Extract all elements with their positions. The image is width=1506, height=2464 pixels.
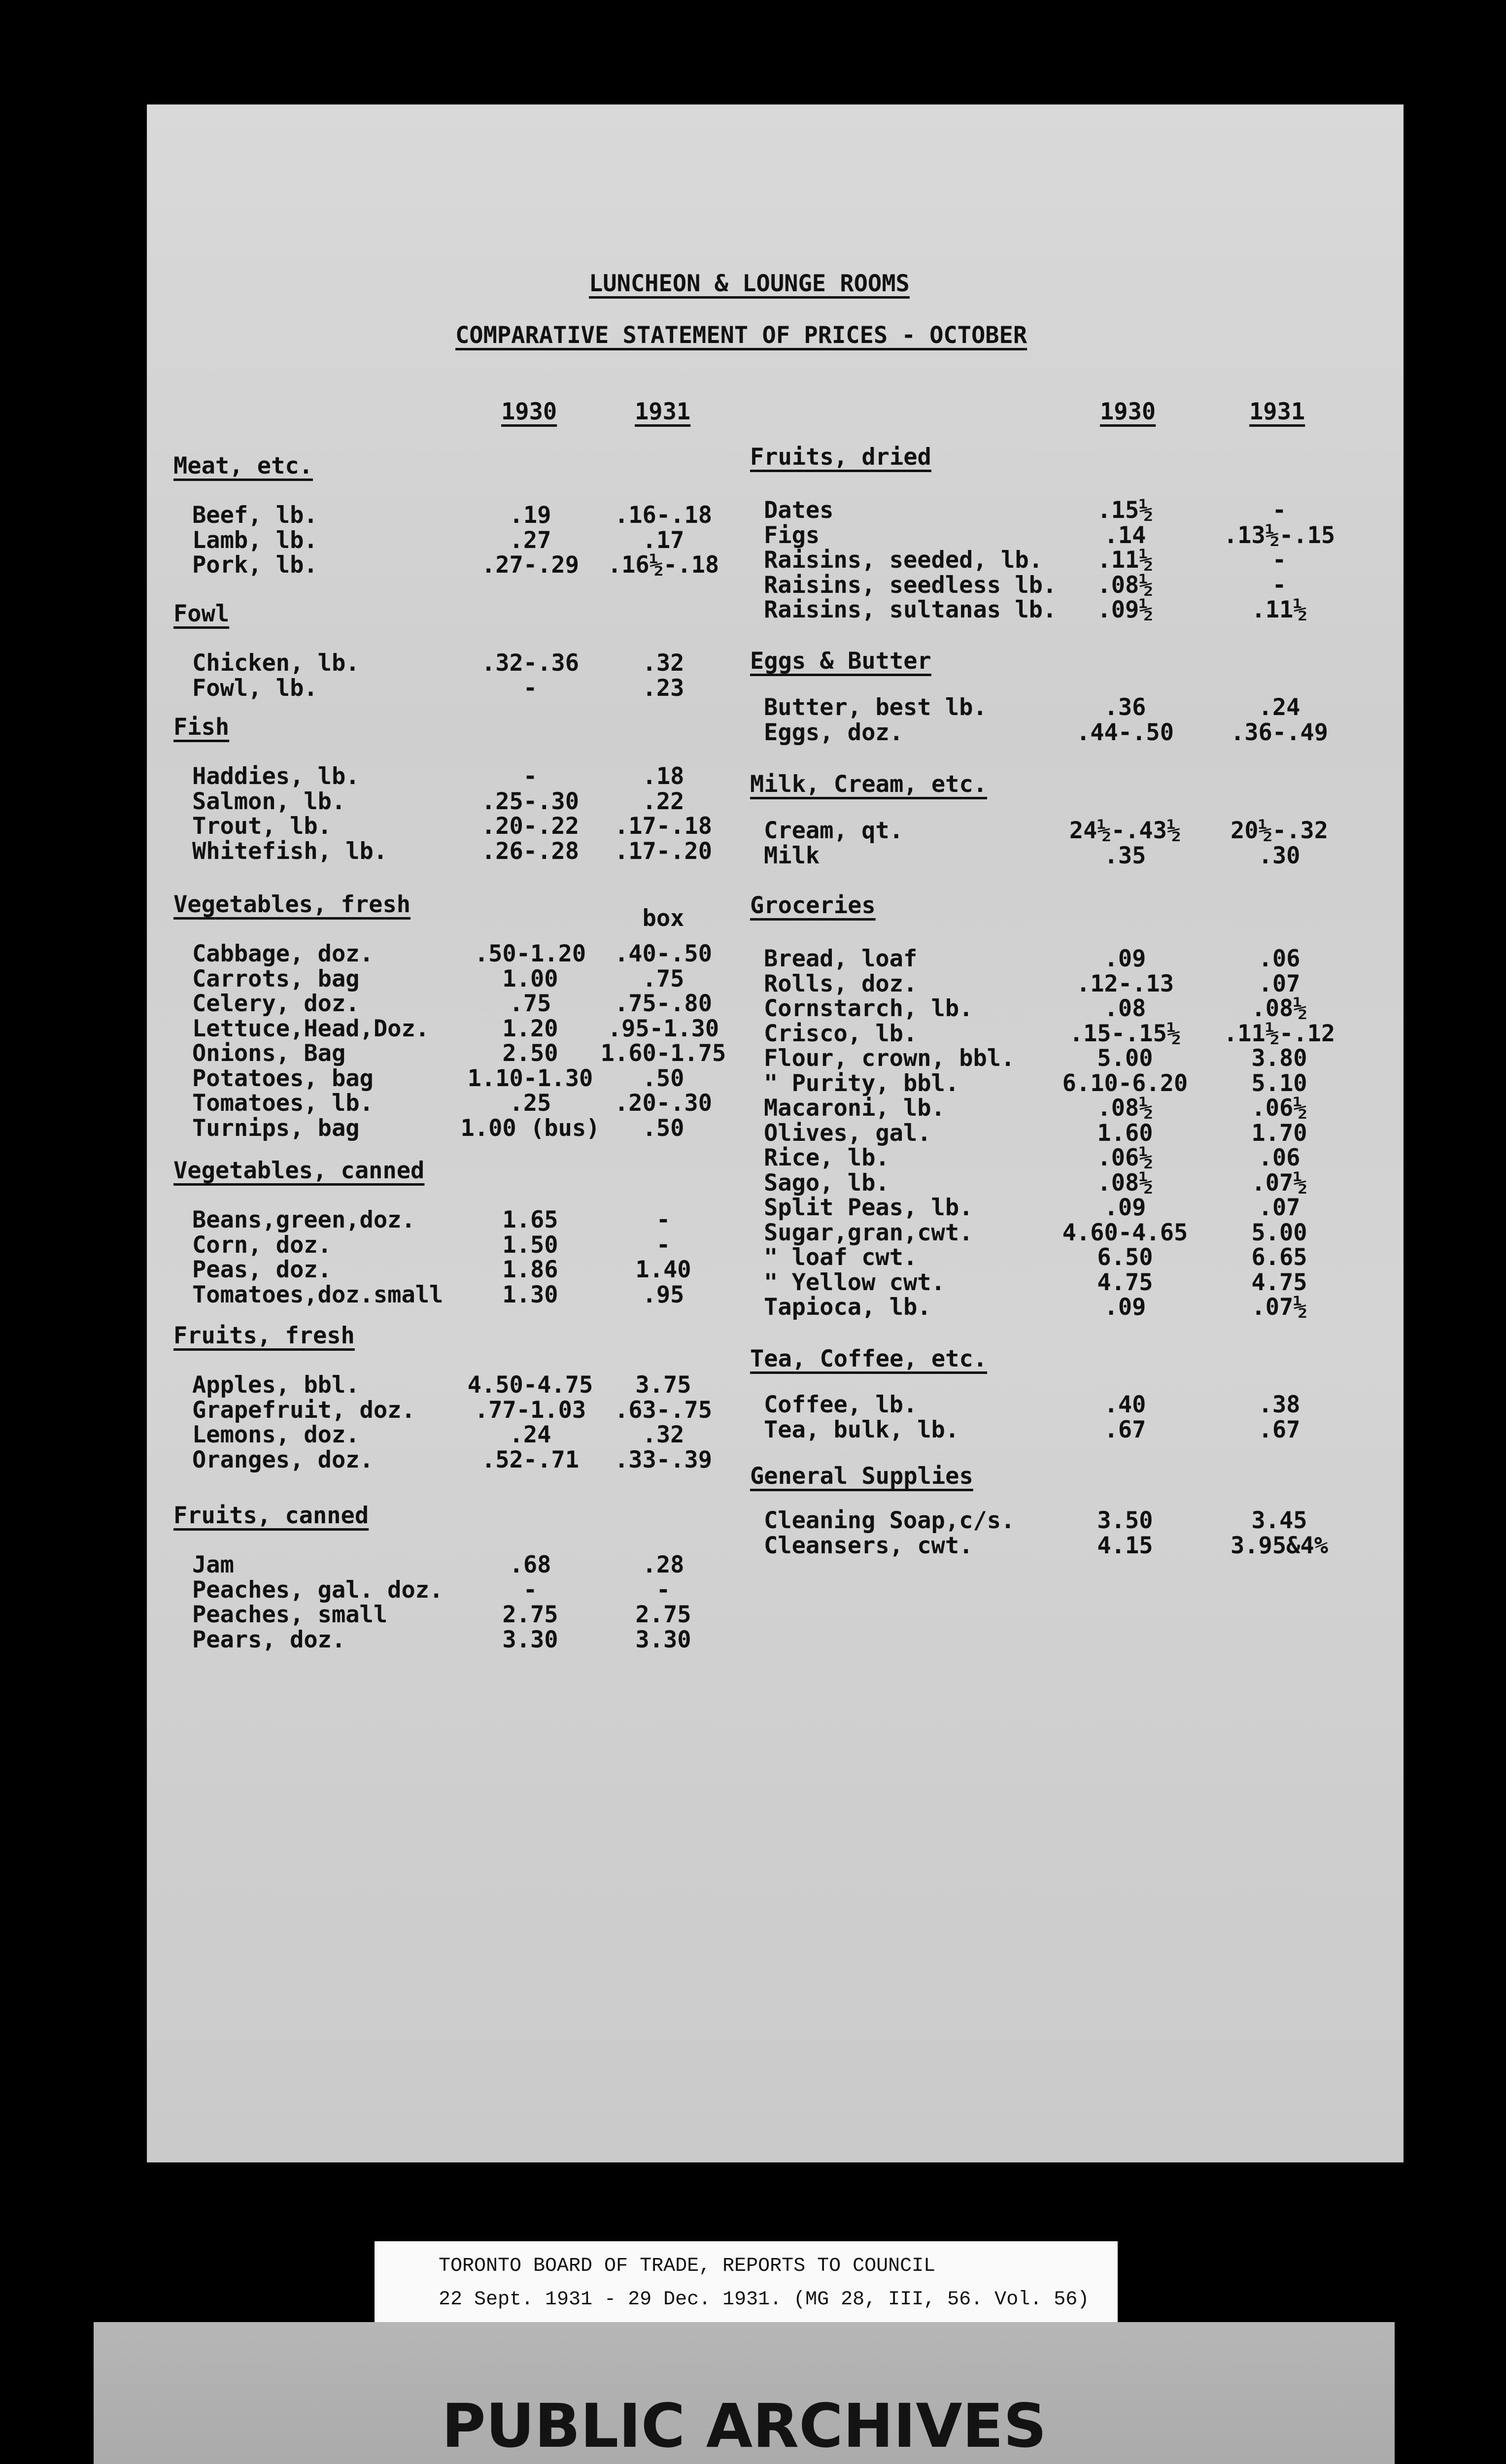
- left-price-1930: 2.75: [502, 1601, 558, 1628]
- left-item-beans-green-doz: Beans,green,doz.: [192, 1206, 415, 1233]
- left-item-lamb-lb: Lamb, lb.: [192, 526, 318, 554]
- year-header-1931-left: 1931: [635, 398, 691, 425]
- right-price-1931: 6.65: [1251, 1244, 1307, 1271]
- right-price-1931: .11½-.12: [1223, 1020, 1335, 1047]
- right-price-1930: .08½: [1097, 571, 1153, 599]
- left-price-1930: .27-.29: [481, 551, 580, 579]
- left-price-1931: .95: [642, 1281, 685, 1308]
- right-heading-milk-cream-etc: Milk, Cream, etc.: [750, 771, 988, 798]
- right-heading-tea-coffee-etc: Tea, Coffee, etc.: [750, 1345, 988, 1372]
- right-price-1931: 4.75: [1251, 1268, 1307, 1296]
- left-item-oranges-doz: Oranges, doz.: [192, 1446, 374, 1473]
- right-price-1931: .07½: [1251, 1294, 1307, 1321]
- left-price-1931: .75: [642, 965, 685, 992]
- left-price-1930: .25-.30: [481, 787, 580, 815]
- left-heading-fruits-fresh: Fruits, fresh: [173, 1322, 355, 1349]
- left-item-beef-lb: Beef, lb.: [192, 502, 318, 529]
- left-price-1930: 4.50-4.75: [467, 1371, 593, 1399]
- left-item-carrots-bag: Carrots, bag: [192, 965, 360, 992]
- left-price-1930: .19: [509, 502, 551, 529]
- left-item-pork-lb: Pork, lb.: [192, 551, 318, 579]
- document-subtitle: COMPARATIVE STATEMENT OF PRICES - OCTOBER: [455, 322, 1027, 349]
- right-heading-fruits-dried: Fruits, dried: [750, 444, 931, 471]
- left-price-1930: .77-1.03: [474, 1396, 586, 1424]
- left-price-1931: .23: [642, 674, 685, 702]
- right-price-1930: .11½: [1097, 547, 1153, 574]
- left-item-haddies-lb: Haddies, lb.: [192, 763, 360, 790]
- right-price-1931: .11½: [1251, 596, 1307, 623]
- left-heading-fruits-canned: Fruits, canned: [173, 1502, 369, 1529]
- left-price-1931: .20-.30: [614, 1090, 713, 1117]
- left-item-jam: Jam: [192, 1551, 234, 1578]
- right-price-1930: .36: [1104, 694, 1146, 721]
- left-price-1930: .68: [509, 1551, 551, 1578]
- right-price-1930: .14: [1104, 521, 1146, 549]
- left-price-1931: 3.30: [635, 1626, 691, 1653]
- left-item-apples-bbl: Apples, bbl.: [192, 1371, 360, 1399]
- archive-label-line-1: TORONTO BOARD OF TRADE, REPORTS TO COUNCIL: [439, 2255, 936, 2277]
- right-heading-eggs-butter: Eggs & Butter: [750, 648, 931, 675]
- right-price-1931: .38: [1258, 1391, 1301, 1418]
- right-price-1931: .24: [1258, 694, 1301, 721]
- right-item-loaf-cwt: " loaf cwt.: [764, 1244, 918, 1271]
- right-item-yellow-cwt: " Yellow cwt.: [764, 1268, 945, 1296]
- right-item-rice-lb: Rice, lb.: [764, 1144, 890, 1171]
- left-item-corn-doz: Corn, doz.: [192, 1231, 332, 1259]
- right-price-1931: -: [1272, 571, 1287, 599]
- left-price-1931: 1.60-1.75: [600, 1040, 726, 1067]
- left-price-1931: .75-.80: [614, 990, 713, 1017]
- left-price-1931: .32: [642, 650, 685, 677]
- left-note-box: box: [642, 905, 685, 932]
- right-price-1930: .09: [1104, 945, 1146, 972]
- right-heading-general-supplies: General Supplies: [750, 1463, 973, 1490]
- right-price-1931: .67: [1258, 1416, 1301, 1443]
- left-price-1931: .18: [642, 763, 685, 790]
- left-price-1930: .50-1.20: [474, 940, 586, 967]
- left-price-1931: 3.75: [635, 1371, 691, 1399]
- left-price-1931: .17-.18: [614, 813, 713, 840]
- left-price-1930: .25: [509, 1090, 551, 1117]
- left-price-1931: .16½-.18: [607, 551, 719, 579]
- left-price-1931: .17: [642, 526, 685, 554]
- left-price-1930: 1.30: [502, 1281, 558, 1308]
- left-price-1930: -: [523, 1576, 538, 1604]
- right-item-flour-crown-bbl: Flour, crown, bbl.: [764, 1045, 1015, 1072]
- right-price-1931: .07: [1258, 970, 1301, 997]
- left-price-1931: .22: [642, 787, 685, 815]
- left-item-potatoes-bag: Potatoes, bag: [192, 1064, 374, 1092]
- year-header-1931-right: 1931: [1249, 398, 1305, 425]
- right-price-1931: 3.45: [1251, 1507, 1307, 1534]
- right-item-cornstarch-lb: Cornstarch, lb.: [764, 995, 973, 1022]
- left-price-1930: .52-.71: [481, 1446, 580, 1473]
- right-price-1930: 6.10-6.20: [1062, 1069, 1188, 1097]
- right-price-1930: .44-.50: [1076, 719, 1174, 746]
- right-price-1931: .07½: [1251, 1169, 1307, 1197]
- right-price-1930: .09: [1104, 1194, 1146, 1221]
- right-item-cleaning-soap-c-s: Cleaning Soap,c/s.: [764, 1507, 1015, 1534]
- right-item-sago-lb: Sago, lb.: [764, 1169, 890, 1197]
- left-price-1930: 1.50: [502, 1231, 558, 1259]
- left-price-1931: .95-1.30: [607, 1015, 719, 1042]
- right-price-1930: .08: [1104, 995, 1146, 1022]
- left-price-1930: 1.65: [502, 1206, 558, 1233]
- right-price-1930: 24½-.43½: [1069, 817, 1181, 844]
- right-item-crisco-lb: Crisco, lb.: [764, 1020, 918, 1047]
- right-item-figs: Figs: [764, 521, 820, 549]
- left-item-peaches-small: Peaches, small: [192, 1601, 388, 1628]
- left-price-1930: 1.10-1.30: [467, 1064, 593, 1092]
- left-heading-vegetables-canned: Vegetables, canned: [173, 1157, 425, 1184]
- left-item-lemons-doz: Lemons, doz.: [192, 1421, 360, 1448]
- right-item-milk: Milk: [764, 842, 820, 869]
- right-item-tea-bulk-lb: Tea, bulk, lb.: [764, 1416, 959, 1443]
- right-price-1931: 5.10: [1251, 1069, 1307, 1097]
- right-price-1930: .12-.13: [1076, 970, 1174, 997]
- left-price-1930: .32-.36: [481, 650, 580, 677]
- right-item-raisins-seedless-lb: Raisins, seedless lb.: [764, 571, 1057, 599]
- right-price-1931: 3.80: [1251, 1045, 1307, 1072]
- right-price-1930: .40: [1104, 1391, 1146, 1418]
- left-price-1930: .75: [509, 990, 551, 1017]
- year-header-1930-left: 1930: [501, 398, 557, 425]
- right-item-sugar-gran-cwt: Sugar,gran,cwt.: [764, 1219, 973, 1246]
- left-price-1930: .26-.28: [481, 837, 580, 865]
- left-item-turnips-bag: Turnips, bag: [192, 1114, 360, 1142]
- right-price-1930: .35: [1104, 842, 1146, 869]
- right-price-1930: 1.60: [1097, 1119, 1153, 1147]
- right-item-rolls-doz: Rolls, doz.: [764, 970, 918, 997]
- left-price-1931: .50: [642, 1064, 685, 1092]
- left-item-salmon-lb: Salmon, lb.: [192, 787, 346, 815]
- left-price-1931: -: [656, 1231, 671, 1259]
- left-heading-vegetables-fresh: Vegetables, fresh: [173, 891, 411, 918]
- left-price-1931: 1.40: [635, 1256, 691, 1283]
- right-item-dates: Dates: [764, 497, 834, 524]
- left-item-whitefish-lb: Whitefish, lb.: [192, 837, 388, 865]
- right-price-1931: 5.00: [1251, 1219, 1307, 1246]
- right-price-1930: 6.50: [1097, 1244, 1153, 1271]
- left-price-1931: .40-.50: [614, 940, 713, 967]
- right-price-1931: .08½: [1251, 995, 1307, 1022]
- left-item-grapefruit-doz: Grapefruit, doz.: [192, 1396, 415, 1424]
- right-price-1931: -: [1272, 547, 1287, 574]
- right-price-1930: .08½: [1097, 1095, 1153, 1122]
- left-item-chicken-lb: Chicken, lb.: [192, 650, 360, 677]
- left-heading-meat-etc: Meat, etc.: [173, 452, 313, 479]
- right-item-eggs-doz: Eggs, doz.: [764, 719, 903, 746]
- right-item-raisins-sultanas-lb: Raisins, sultanas lb.: [764, 596, 1057, 623]
- right-item-tapioca-lb: Tapioca, lb.: [764, 1294, 931, 1321]
- year-header-1930-right: 1930: [1100, 398, 1156, 425]
- right-price-1931: .30: [1258, 842, 1301, 869]
- left-item-onions-bag: Onions, Bag: [192, 1040, 346, 1067]
- right-price-1930: .15½: [1097, 497, 1153, 524]
- right-item-macaroni-lb: Macaroni, lb.: [764, 1095, 945, 1122]
- left-price-1931: .32: [642, 1421, 685, 1448]
- left-price-1930: .27: [509, 526, 551, 554]
- left-item-fowl-lb: Fowl, lb.: [192, 674, 318, 702]
- archive-reference-label: [375, 2241, 1118, 2329]
- left-price-1930: -: [523, 674, 538, 702]
- right-price-1931: .13½-.15: [1223, 521, 1335, 549]
- right-item-bread-loaf: Bread, loaf: [764, 945, 918, 972]
- right-item-split-peas-lb: Split Peas, lb.: [764, 1194, 973, 1221]
- right-price-1931: .06: [1258, 945, 1301, 972]
- right-price-1930: .06½: [1097, 1144, 1153, 1171]
- right-price-1931: .07: [1258, 1194, 1301, 1221]
- left-price-1931: -: [656, 1576, 671, 1604]
- right-heading-groceries: Groceries: [750, 892, 876, 919]
- left-price-1930: .24: [509, 1421, 551, 1448]
- right-price-1931: .36-.49: [1230, 719, 1329, 746]
- right-price-1931: -: [1272, 497, 1287, 524]
- left-heading-fish: Fish: [173, 714, 230, 741]
- document-title: LUNCHEON & LOUNGE ROOMS: [589, 270, 910, 297]
- left-price-1931: .28: [642, 1551, 685, 1578]
- left-item-cabbage-doz: Cabbage, doz.: [192, 940, 374, 967]
- right-price-1931: 20½-.32: [1230, 817, 1329, 844]
- document-sheet: [147, 104, 1403, 2162]
- left-item-celery-doz: Celery, doz.: [192, 990, 360, 1017]
- left-price-1930: 1.20: [502, 1015, 558, 1042]
- left-price-1930: .20-.22: [481, 813, 580, 840]
- right-price-1930: .08½: [1097, 1169, 1153, 1197]
- left-item-peas-doz: Peas, doz.: [192, 1256, 332, 1283]
- right-price-1930: .09½: [1097, 596, 1153, 623]
- right-item-raisins-seeded-lb: Raisins, seeded, lb.: [764, 547, 1043, 574]
- left-item-trout-lb: Trout, lb.: [192, 813, 332, 840]
- right-price-1930: 4.75: [1097, 1268, 1153, 1296]
- left-price-1930: 1.00 (bus): [460, 1114, 600, 1142]
- left-price-1931: 2.75: [635, 1601, 691, 1628]
- right-price-1930: 4.60-4.65: [1062, 1219, 1188, 1246]
- left-item-tomatoes-lb: Tomatoes, lb.: [192, 1090, 374, 1117]
- left-price-1930: -: [523, 763, 538, 790]
- left-price-1931: .63-.75: [614, 1396, 713, 1424]
- right-price-1930: 5.00: [1097, 1045, 1153, 1072]
- left-price-1931: .16-.18: [614, 502, 713, 529]
- right-price-1931: .06: [1258, 1144, 1301, 1171]
- left-item-pears-doz: Pears, doz.: [192, 1626, 346, 1653]
- left-price-1931: .17-.20: [614, 837, 713, 865]
- right-price-1930: 4.15: [1097, 1532, 1153, 1559]
- right-item-butter-best-lb: Butter, best lb.: [764, 694, 987, 721]
- right-item-cream-qt: Cream, qt.: [764, 817, 903, 844]
- left-price-1931: .33-.39: [614, 1446, 713, 1473]
- right-item-coffee-lb: Coffee, lb.: [764, 1391, 918, 1418]
- left-item-peaches-gal-doz: Peaches, gal. doz.: [192, 1576, 444, 1604]
- archive-banner: [94, 2322, 1395, 2464]
- right-price-1930: .09: [1104, 1294, 1146, 1321]
- left-price-1931: .50: [642, 1114, 685, 1142]
- banner-line-public-archives: PUBLIC ARCHIVES: [442, 2391, 1047, 2461]
- right-price-1931: .06½: [1251, 1095, 1307, 1122]
- right-item-cleansers-cwt: Cleansers, cwt.: [764, 1532, 973, 1559]
- right-item-olives-gal: Olives, gal.: [764, 1119, 931, 1147]
- right-price-1931: 1.70: [1251, 1119, 1307, 1147]
- left-item-lettuce-head-doz: Lettuce,Head,Doz.: [192, 1015, 430, 1042]
- left-price-1930: 1.86: [502, 1256, 558, 1283]
- right-price-1930: .15-.15½: [1069, 1020, 1181, 1047]
- left-price-1930: 2.50: [502, 1040, 558, 1067]
- right-price-1930: .67: [1104, 1416, 1146, 1443]
- archive-label-line-2: 22 Sept. 1931 - 29 Dec. 1931. (MG 28, III, 56. Vol. 56): [439, 2289, 1090, 2311]
- left-heading-fowl: Fowl: [173, 600, 230, 627]
- right-price-1930: 3.50: [1097, 1507, 1153, 1534]
- left-price-1930: 3.30: [502, 1626, 558, 1653]
- left-price-1930: 1.00: [502, 965, 558, 992]
- right-price-1931: 3.95&4%: [1230, 1532, 1329, 1559]
- left-item-tomatoes-doz-small: Tomatoes,doz.small: [192, 1281, 444, 1308]
- right-item-purity-bbl: " Purity, bbl.: [764, 1069, 959, 1097]
- left-price-1931: -: [656, 1206, 671, 1233]
